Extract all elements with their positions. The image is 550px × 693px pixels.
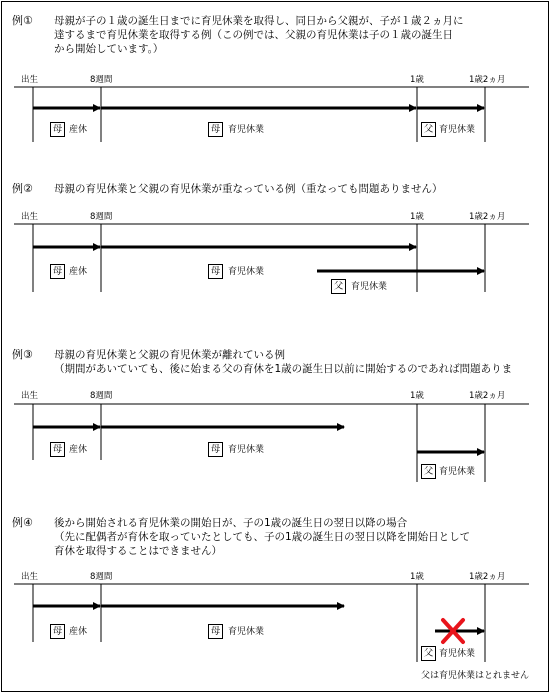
tick-label-8weeks: 8週間	[90, 75, 113, 85]
childcare-leave-label: 育児休業	[228, 125, 265, 135]
childcare-leave-label: 育児休業	[228, 267, 265, 277]
example-3-line-2: （期間があいていても、後に始まる父の育休を1歳の誕生日以前に開始するのであれば問題ありま	[54, 363, 513, 375]
cannot-take-leave-note: 父は育児休業はとれません	[421, 671, 530, 681]
maternity-leave-label: 産休	[69, 267, 88, 277]
tick-label-1year: 1歳	[410, 212, 424, 222]
mother-box: 母	[50, 122, 65, 137]
example-4-line-3: 育休を取得することはできません）	[54, 545, 222, 557]
example-4-timeline	[14, 584, 529, 662]
mother-box: 母	[50, 264, 65, 279]
mother-box: 母	[208, 122, 223, 137]
tick-label-1year2months: 1歳2ヵ月	[469, 75, 506, 85]
maternity-leave-label: 産休	[69, 125, 88, 135]
father-box: 父	[421, 122, 436, 137]
tick-label-1year2months: 1歳2ヵ月	[469, 572, 506, 582]
example-2-timeline	[14, 224, 529, 292]
father-box: 父	[421, 464, 436, 479]
tick-label-8weeks: 8週間	[90, 212, 113, 222]
example-4-line-1: 後から開始される育児休業の開始日が、子の1歳の誕生日の翌日以降の場合	[54, 517, 408, 529]
example-1-line-2: 達するまで育児休業を取得する例（この例では、父親の育児休業は子の１歳の誕生日	[54, 29, 453, 41]
tick-label-birth: 出生	[21, 572, 39, 582]
tick-label-birth: 出生	[21, 391, 39, 401]
mother-box: 母	[208, 442, 223, 457]
tick-label-birth: 出生	[21, 212, 39, 222]
tick-label-birth: 出生	[21, 75, 39, 85]
father-childcare-leave-label: 育児休業	[439, 125, 476, 135]
childcare-leave-label: 育児休業	[228, 627, 265, 637]
example-1-line-3: から開始しています。）	[54, 43, 164, 55]
tick-label-8weeks: 8週間	[90, 391, 113, 401]
maternity-leave-label: 産休	[69, 627, 88, 637]
example-number: 例②	[12, 182, 33, 195]
mother-box: 母	[50, 442, 65, 457]
father-box: 父	[331, 279, 346, 294]
example-3-timeline	[14, 404, 529, 482]
father-childcare-leave-label: 育児休業	[439, 467, 476, 477]
tick-label-1year: 1歳	[410, 572, 424, 582]
example-1-line-1: 母親が子の１歳の誕生日までに育児休業を取得し、同日から父親が、子が１歳２ヵ月に	[54, 15, 464, 27]
tick-label-1year2months: 1歳2ヵ月	[469, 391, 506, 401]
diagram-frame	[1, 1, 549, 692]
tick-label-8weeks: 8週間	[90, 572, 113, 582]
timeline-graphics	[2, 2, 548, 691]
childcare-leave-label: 育児休業	[228, 445, 265, 455]
maternity-leave-label: 産休	[69, 445, 88, 455]
father-childcare-leave-label: 育児休業	[351, 282, 388, 292]
tick-label-1year: 1歳	[410, 391, 424, 401]
example-number: 例③	[12, 348, 33, 361]
example-2-line-1: 母親の育児休業と父親の育児休業が重なっている例（重なっても問題ありません）	[54, 183, 443, 195]
mother-box: 母	[208, 624, 223, 639]
mother-box: 母	[50, 624, 65, 639]
example-3-line-1: 母親の育児休業と父親の育児休業が離れている例	[54, 349, 285, 361]
example-number: 例①	[12, 14, 33, 27]
example-4-line-2: （先に配偶者が育休を取っていたとしても、子の1歳の誕生日の翌日以降を開始日として	[54, 531, 471, 543]
father-childcare-leave-label: 育児休業	[439, 649, 476, 659]
tick-label-1year: 1歳	[410, 75, 424, 85]
example-1-timeline	[14, 87, 529, 142]
mother-box: 母	[208, 264, 223, 279]
father-box: 父	[421, 646, 436, 661]
example-number: 例④	[12, 516, 33, 529]
tick-label-1year2months: 1歳2ヵ月	[469, 212, 506, 222]
